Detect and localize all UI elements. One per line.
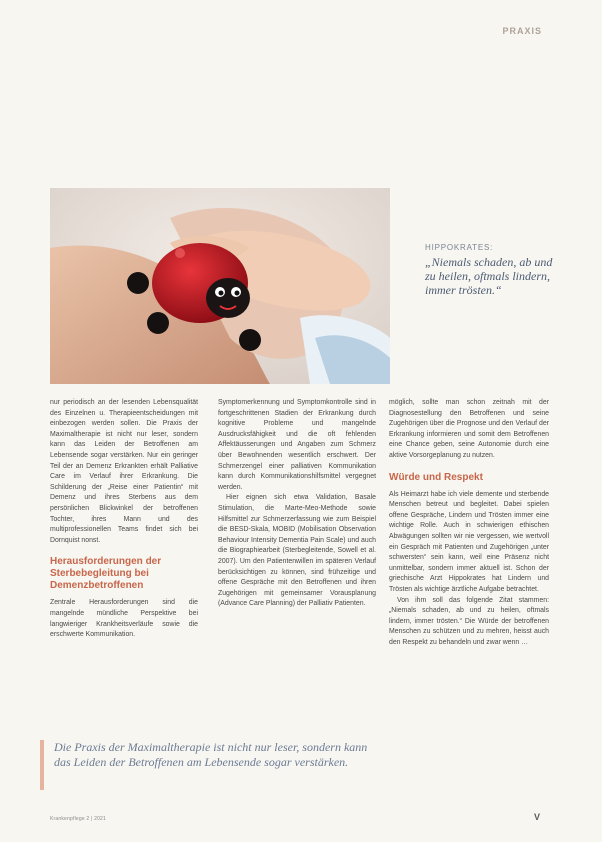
col1-subheading: Herausforderungen der Sterbebegleitung bei Demenzbetroffenen: [50, 556, 162, 592]
photo-illustration: [50, 188, 390, 384]
pull-quote: Die Praxis der Maximaltherapie ist nicht nur leser, sondern kann das Leiden der Betroffenen am Lebensende sogar verstärken.: [40, 740, 380, 790]
quote-text: „Niemals schaden, ab und zu heilen, oftmals lindern, immer trösten.“: [425, 255, 553, 297]
footer-publication: Krankenpflege 2 | 2021: [50, 816, 107, 822]
page-number: V: [533, 812, 540, 822]
column-1: [50, 398, 198, 641]
column-2: [218, 398, 376, 610]
col3-paragraph-3: Von ihm soll das folgende Zitat stammen: „Niemals schaden, ab und zu heilen, oftmals lindern, immer trösten.“ Die Würde der betroffenen Menschen zu schützen und zu mehren, heisst auch den Respekt zu behandeln und zwar wenn …: [389, 596, 549, 646]
col3-paragraph-1: möglich, sollte man schon zeitnah mit der Diagnosestellung den Betroffenen und seine Zugehörigen über die Prognose und den Verlauf der Erkrankung informieren und somit dem Betroffenen eine Chance geben, seine Autonomie durch eine aktive Vorsorgeplanung zu nutzen.: [389, 399, 549, 459]
article-photo: [50, 188, 390, 384]
col1-paragraph-2: Zentrale Herausforderungen sind die mangelnde mündliche Perspektive bei langwieriger Krankheitsverläufe sowie die erschwerte Kommunikation.: [50, 599, 198, 639]
col2-paragraph-2: Hier eignen sich etwa Validation, Basale Stimulation, die Marte-Meo-Methode sowie Hilfsmittel zur Schmerzerfassung wie zum Beispiel die BESD-Skala, MOBID (Mobilisation Observation Behaviour Intensity Dementia Pain Scale) und auch die Biographiearbeit (Sterbegleitende, Sowell et al. 2007). Um den Patientenwillen im späteren Verlauf berücksichtigen zu können, sind frühzeitige und offene Gespräche mit den Betroffenen und ihren Zugehörigen mit gemeinsamer Vorausplanung (Advance Care Planning) der Palliativ Patienten.: [218, 494, 376, 608]
column-3: [389, 398, 549, 648]
col3-paragraph-2: Als Heimarzt habe ich viele demente und sterbende Menschen betreut und begleitet. Dabei spielen offene Gespräche, Lindern und Trösten immer eine wichtige Rolle. Auch in schwierigen ethischen Abwägungen sollten wir nie vergessen, wie wertvoll ein Gespräch mit Patienten und Zugehörigen „unter schwersten“ sein kann, weil eine Präsenz nicht unmittelbar, sondern immer aktuell ist. Schon der griechische Arzt Hippokrates hat Lindern und Trösten als wichtige ärztliche Aufgabe betrachtet.: [389, 490, 549, 593]
quote-author: HIPPOKRATES:: [425, 243, 494, 252]
sidebar-quote: [425, 243, 555, 297]
section-label: PRAXIS: [502, 26, 542, 36]
col3-subheading: Würde und Respekt: [389, 471, 483, 483]
col1-paragraph-1: nur periodisch an der lesenden Lebensqualität des Einzelnen u. Therapieentscheidungen mit einbezogen werden sollen. Die Praxis der Maximaltherapie ist nicht nur leser, sondern kann das Leiden der Betroffenen am Lebensende sogar verstärken. Nur ein geringer Teil der an Demenz Erkrankten erhält Palliative Care im Verlauf ihrer Erkrankung. Die Schilderung der „Reise einer Patientin“ mit Demenz und ihres Sterbens aus dem persönlichen Blickwinkel der betroffenen Tochter, ihres Mann und des multiprofessionellen Teams findet sich bei Dornquist nonst.: [50, 399, 198, 544]
col2-paragraph-1: Symptomerkennung und Symptomkontrolle sind in fortgeschrittenen Stadien der Erkrankung durch kognitive Probleme und mangelnde Ausdrucksfähigkeit und die oft fehlenden Affektäusserungen und Angaben zum Schmerz über Bewohnenden wesentlich erschwert. Der Schmerzengel einer palliativen Kommunikation kann durch Kommunikationshilfsmittel vergegnet werden.: [218, 399, 376, 491]
